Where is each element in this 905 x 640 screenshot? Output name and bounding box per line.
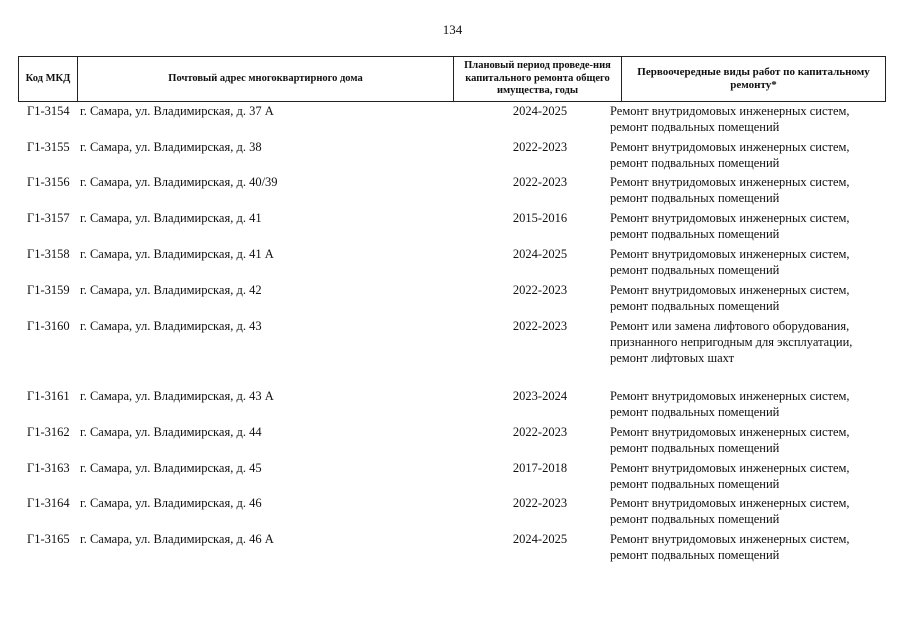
row-works — [610, 103, 890, 135]
row-works-line: ремонт подвальных помещений — [610, 156, 780, 170]
row-code: Г1-3160 — [27, 319, 70, 333]
header-period: Плановый период проведе-ния капитального ремонта общего имущества, годы — [453, 57, 621, 101]
row-period: 2017-2018 — [512, 461, 568, 475]
row-works — [610, 388, 890, 420]
row-works-line: Ремонт внутридомовых инженерных систем, — [610, 175, 850, 189]
row-works-line: Ремонт внутридомовых инженерных систем, — [610, 425, 850, 439]
row-works-line: Ремонт или замена лифтового оборудования, — [610, 319, 850, 333]
row-works-line: Ремонт внутридомовых инженерных систем, — [610, 389, 850, 403]
row-works-line: Ремонт внутридомовых инженерных систем, — [610, 140, 850, 154]
row-works-line: Ремонт внутридомовых инженерных систем, — [610, 104, 850, 118]
row-period: 2024-2025 — [512, 104, 568, 118]
row-works — [610, 282, 890, 314]
row-period: 2024-2025 — [512, 247, 568, 261]
row-code: Г1-3154 — [27, 104, 70, 118]
row-address: г. Самара, ул. Владимирская, д. 41 — [80, 211, 262, 225]
row-works-line: ремонт подвальных помещений — [610, 299, 780, 313]
row-works — [610, 495, 890, 527]
row-period: 2024-2025 — [512, 532, 568, 546]
row-code: Г1-3157 — [27, 211, 70, 225]
row-code: Г1-3159 — [27, 283, 70, 297]
row-works-line: ремонт подвальных помещений — [610, 120, 780, 134]
row-works — [610, 460, 890, 492]
row-address: г. Самара, ул. Владимирская, д. 42 — [80, 283, 262, 297]
row-works — [610, 174, 890, 206]
row-works-line: Ремонт внутридомовых инженерных систем, — [610, 461, 850, 475]
row-works-line: ремонт подвальных помещений — [610, 477, 780, 491]
row-address: г. Самара, ул. Владимирская, д. 43 — [80, 319, 262, 333]
row-works — [610, 246, 890, 278]
row-period: 2022-2023 — [512, 283, 568, 297]
row-works-line: Ремонт внутридомовых инженерных систем, — [610, 496, 850, 510]
row-address: г. Самара, ул. Владимирская, д. 41 А — [80, 247, 274, 261]
page-number: 134 — [442, 22, 463, 37]
row-works-line: ремонт лифтовых шахт — [610, 351, 735, 365]
row-period: 2022-2023 — [512, 319, 568, 333]
row-works-line: Ремонт внутридомовых инженерных систем, — [610, 211, 850, 225]
row-works-line: ремонт подвальных помещений — [610, 405, 780, 419]
row-code: Г1-3156 — [27, 175, 70, 189]
row-address: г. Самара, ул. Владимирская, д. 46 А — [80, 532, 274, 546]
row-works-line: ремонт подвальных помещений — [610, 191, 780, 205]
row-works-line: признанного непригодным для эксплуатации, — [610, 335, 853, 349]
header-address: Почтовый адрес многоквартирного дома — [77, 57, 453, 101]
row-code: Г1-3161 — [27, 389, 70, 403]
row-period: 2022-2023 — [512, 496, 568, 510]
header-code: Код МКД — [25, 72, 71, 84]
row-period: 2022-2023 — [512, 140, 568, 154]
row-works — [610, 210, 890, 242]
row-code: Г1-3163 — [27, 461, 70, 475]
row-address: г. Самара, ул. Владимирская, д. 37 А — [80, 104, 274, 118]
row-address: г. Самара, ул. Владимирская, д. 46 — [80, 496, 262, 510]
row-works-line: Ремонт внутридомовых инженерных систем, — [610, 283, 850, 297]
row-works-line: ремонт подвальных помещений — [610, 227, 780, 241]
row-address: г. Самара, ул. Владимирская, д. 43 А — [80, 389, 274, 403]
row-works-line: Ремонт внутридомовых инженерных систем, — [610, 532, 850, 546]
table-header — [18, 56, 886, 102]
row-code: Г1-3158 — [27, 247, 70, 261]
row-code: Г1-3165 — [27, 532, 70, 546]
row-period: 2023-2024 — [512, 389, 568, 403]
row-works-line: Ремонт внутридомовых инженерных систем, — [610, 247, 850, 261]
row-works-line: ремонт подвальных помещений — [610, 441, 780, 455]
row-code: Г1-3162 — [27, 425, 70, 439]
row-works — [610, 318, 890, 366]
row-code: Г1-3155 — [27, 140, 70, 154]
row-period: 2015-2016 — [512, 211, 568, 225]
row-period: 2022-2023 — [512, 175, 568, 189]
row-works — [610, 531, 890, 563]
row-works — [610, 139, 890, 171]
row-code: Г1-3164 — [27, 496, 70, 510]
row-address: г. Самара, ул. Владимирская, д. 38 — [80, 140, 262, 154]
row-address: г. Самара, ул. Владимирская, д. 44 — [80, 425, 262, 439]
row-works-line: ремонт подвальных помещений — [610, 548, 780, 562]
row-works-line: ремонт подвальных помещений — [610, 512, 780, 526]
header-works: Первоочередные виды работ по капитальному ремонту* — [621, 57, 885, 101]
row-address: г. Самара, ул. Владимирская, д. 45 — [80, 461, 262, 475]
row-address: г. Самара, ул. Владимирская, д. 40/39 — [80, 175, 278, 189]
row-period: 2022-2023 — [512, 425, 568, 439]
row-works-line: ремонт подвальных помещений — [610, 263, 780, 277]
row-works — [610, 424, 890, 456]
